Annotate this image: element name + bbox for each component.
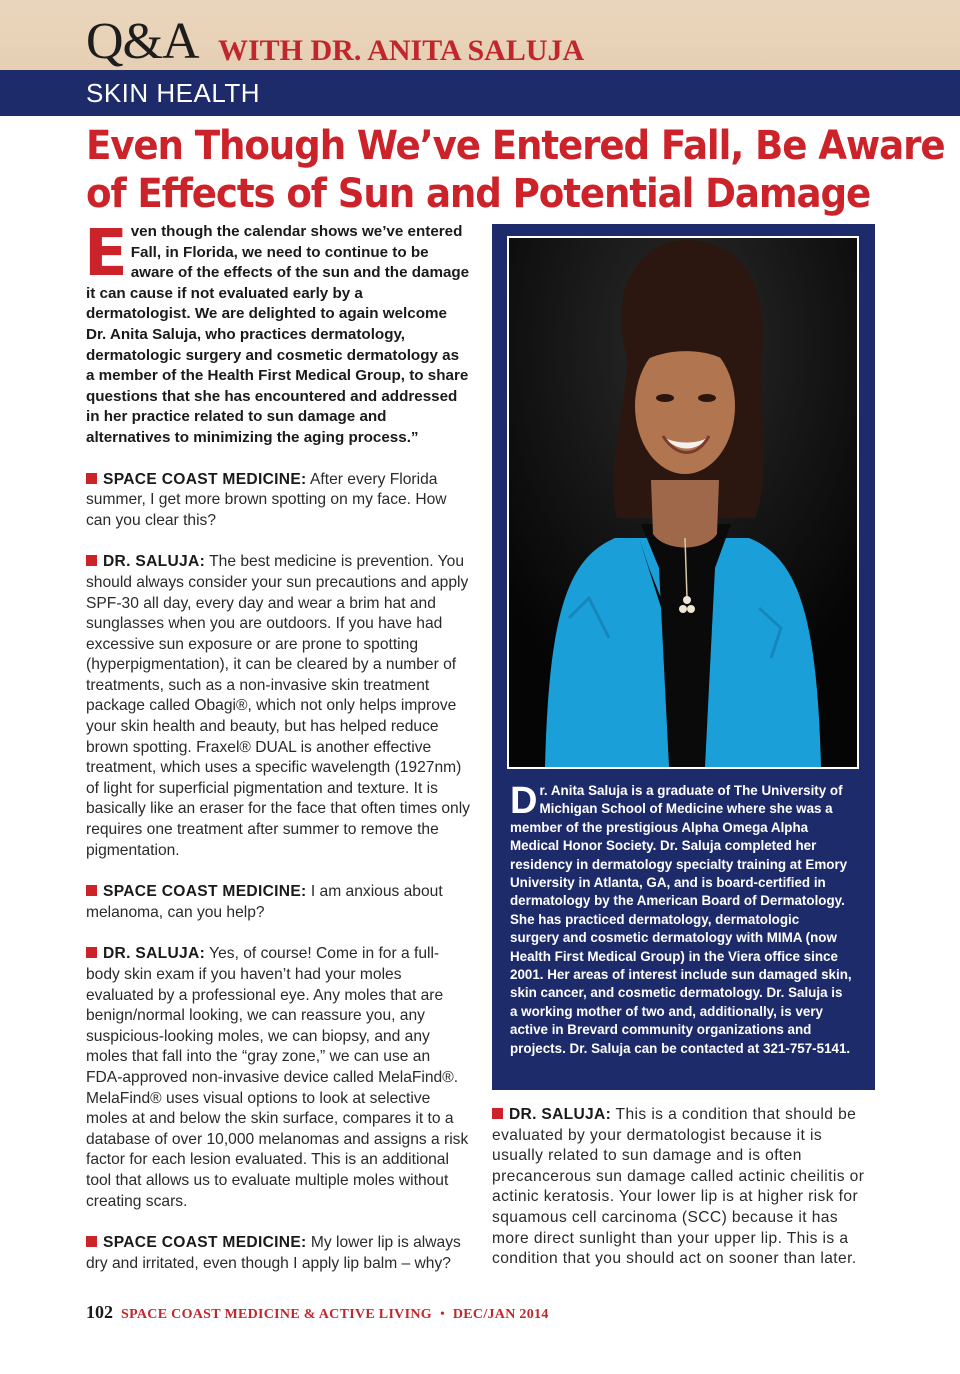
bio-text: r. Anita Saluja is a graduate of The University of Michigan School of Medicine where she was a member of the prestigious Alpha Omega Alpha Medical Honor Society. Dr. Saluja completed her residency in dermatology specialty training at Emory University in Atlanta, GA, and is board-certified in dermatology by the American Board of Dermatology. She has practiced dermatology, dermatologic surgery and cosmetic dermatology with MIMA (now Health First Medical Group) in the Viera office since 2001. Her areas of interest include sun damaged skin, skin cancer, and cosmetic dermatology. Dr. Saluja is a working mother of two and, additionally, is very active in Brevard community organizations and projects. Dr. Saluja can be contacted at 321-757-5141. (510, 783, 852, 1056)
qa-item (86, 882, 470, 923)
qa-speaker: DR. SALUJA: (509, 1106, 612, 1123)
qa-item (492, 1105, 876, 1270)
headline-line-1: Even Though We’ve Entered Fall, Be Aware (86, 123, 945, 169)
red-square-bullet-icon (492, 1108, 503, 1119)
qa-logo: Q&A (86, 13, 199, 70)
publication-name: SPACE COAST MEDICINE & ACTIVE LIVING (121, 1307, 432, 1322)
page-number: 102 (86, 1302, 113, 1322)
doctor-portrait (507, 236, 859, 769)
page-footer (86, 1302, 549, 1323)
qa-speaker: SPACE COAST MEDICINE: (103, 470, 307, 488)
red-square-bullet-icon (86, 555, 97, 566)
qa-item (86, 470, 470, 532)
issue-date: DEC/JAN 2014 (452, 1307, 549, 1322)
qa-text: This is a condition that should be evaluated by your dermatologist because it is usually related to sun damage and is often precancerous sun damage called actinic cheilitis or actinic keratosis. Your lower lip is at higher risk for squamous cell carcinoma (SCC) because it has more direct sunlight than your upper lip. This is a condition that you should act on sooner than later. (492, 1106, 865, 1268)
section-label: SKIN HEALTH (86, 78, 261, 108)
qa-item (86, 1233, 470, 1274)
qa-text: My lower lip is always dry and irritated, even though I apply lip balm – why? (86, 1234, 461, 1272)
red-square-bullet-icon (86, 473, 97, 484)
header-band (0, 0, 960, 70)
qa-speaker: SPACE COAST MEDICINE: (103, 883, 307, 901)
red-square-bullet-icon (86, 885, 97, 896)
doctor-bio (510, 782, 852, 1058)
red-square-bullet-icon (86, 1236, 97, 1247)
headline-line-2: of Effects of Sun and Potential Damage (86, 171, 871, 217)
qa-speaker: DR. SALUJA: (103, 553, 206, 571)
qa-item (86, 944, 470, 1212)
qa-speaker: SPACE COAST MEDICINE: (103, 1234, 307, 1252)
qa-text: The best medicine is prevention. You should always consider your sun precautions and apply SPF-30 all day, every day and wear a brim hat and sunglasses when you are outdoors. If you have had excessive sun exposure or are prone to spotting (hyperpigmentation), it can be cleared by a number of treatments, such as a non-invasive skin treatment package called Obagi®, which not only helps improve your skin health and beauty, but has helped reduce brown spotting. Fraxel® DUAL is another effective treatment, which uses a specific wavelength (1927nm) of light for superficial pigmentation and texture. It is basically like an eraser for the face that often times only requires one treatment after summer to remove the pigmentation. (86, 553, 470, 859)
left-column (84, 217, 470, 1274)
bio-box (492, 224, 875, 1090)
section-bar (0, 70, 960, 116)
qa-text: After every Florida summer, I get more brown spotting on my face. How can you clear this? (86, 470, 447, 529)
intro-paragraph (84, 217, 470, 449)
right-column (492, 1105, 876, 1270)
bio-dropcap: D (510, 780, 538, 822)
qa-text: Yes, of course! Come in for a full-body skin exam if you haven’t had your moles evaluated by a professional eye. Any moles that are benign/normal looking, we can reassure you, any suspicious-looking moles, we can biopsy, and any moles that fall into the “gray zone,” we can use an FDA-approved non-invasive device called MelaFind®. MelaFind® uses visual options to look at selective moles at and below the skin surface, compares it to a database of over 10,000 melanomas and assigns a risk factor for each lesion evaluated. This is an additional tool that allows us to evaluate multiple moles without creating scars. (86, 945, 469, 1210)
column-byline: WITH DR. ANITA SALUJA (218, 34, 585, 67)
qa-text: I am anxious about melanoma, can you help? (86, 883, 443, 921)
qa-item (86, 552, 470, 861)
intro-dropcap: E (84, 217, 128, 291)
intro-text: ven though the calendar shows we’ve entered Fall, in Florida, we need to continue to be aware of the effects of the sun and the damage it can cause if not evaluated early by a dermatologist. We are delighted to again welcome Dr. Anita Saluja, who practices dermatology, dermatologic surgery and cosmetic dermatology as a member of the Health First Medical Group, to share questions that she has encountered and addressed in her practice related to sun damage and alternatives to minimizing the aging process.” (86, 223, 470, 446)
qa-speaker: DR. SALUJA: (103, 945, 206, 963)
portrait-illustration (509, 238, 857, 767)
red-square-bullet-icon (86, 947, 97, 958)
footer-separator: • (439, 1307, 445, 1322)
article-headline (86, 122, 945, 218)
